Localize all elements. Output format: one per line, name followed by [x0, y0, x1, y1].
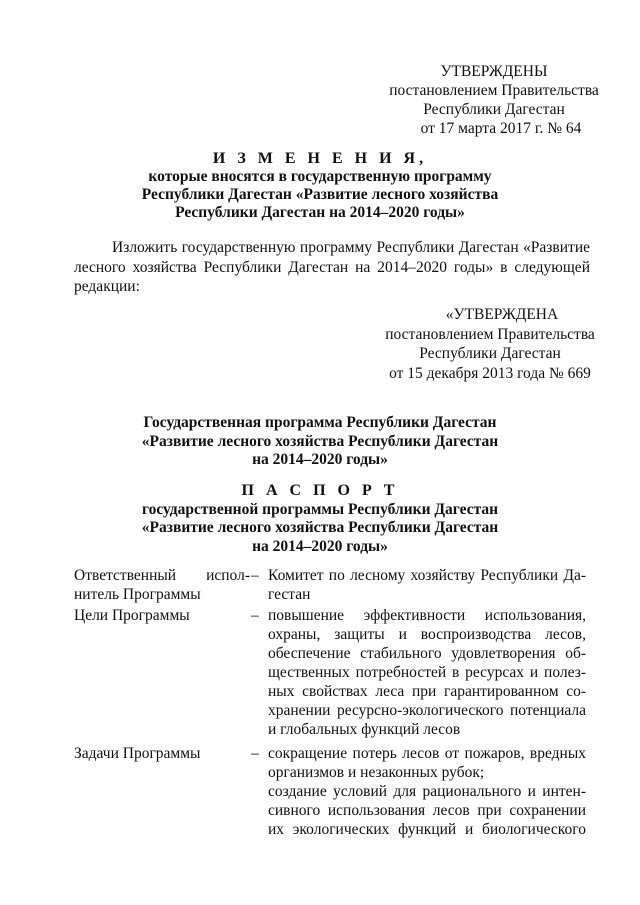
passport-heading [100, 482, 540, 556]
row-dash: – [251, 745, 259, 762]
row-value-line: создание условий для рационального и интен- [268, 783, 586, 800]
row-value-line: повышение эффективности использования, [268, 607, 586, 624]
passport-title: П А С П О Р Т [241, 482, 399, 499]
row-value-line: Комитет по лесному хозяйству Республики Да- [268, 567, 586, 584]
changes-title: И З М Е Н Е Н И Я, [212, 150, 428, 167]
program-title [100, 414, 540, 470]
program-approval-date: от 15 декабря 2013 года № 669 [389, 364, 591, 382]
row-value-line: гестан [268, 586, 311, 603]
intro-paragraph: Изложить государственную программу Республики Дагестан «Развитие лесного хозяйства Республики Дагестан на 2014–2020 годы» в следующей редакции: [74, 239, 590, 295]
row-value-line: сокращение потерь лесов от пожаров, вредных [268, 745, 586, 762]
row-value-line: щественных потребностей в ресурсах и полез- [268, 664, 586, 681]
row-value-line: охраны, защиты и воспроизводства лесов, [268, 626, 586, 643]
row-label [74, 566, 250, 604]
row-value-line: организмов и незаконных рубок; [268, 764, 485, 781]
program-title-line-3: на 2014–2020 годы» [252, 451, 388, 468]
row-value [268, 606, 586, 739]
passport-line-2: «Развитие лесного хозяйства Республики Дагестан [141, 519, 499, 536]
row-label-line: Ответственный испол- [74, 567, 250, 584]
row-label-line: Цели Программы [74, 607, 190, 624]
row-value-line: и глобальных функций лесов [268, 721, 461, 738]
row-dash: – [251, 567, 259, 584]
row-value [268, 744, 586, 839]
row-value-line: хранении ресурсно-экологического потенциала [268, 702, 586, 719]
changes-line-2: Республики Дагестан «Развитие лесного хозяйства [141, 186, 499, 203]
row-label [74, 606, 250, 625]
approval-line-2: Республики Дагестан [423, 101, 565, 118]
program-approval-title: «УТВЕРЖДЕНА [445, 306, 559, 323]
program-title-line-2: «Развитие лесного хозяйства Республики Дагестан [141, 432, 499, 450]
row-dash: – [251, 607, 259, 624]
approval-title: УТВЕРЖДЕНЫ [440, 63, 548, 80]
passport-line-3: на 2014–2020 годы» [252, 537, 388, 555]
passport-line-1: государственной программы Республики Дагестан [141, 500, 499, 518]
program-title-line-1: Государственная программа Республики Дагестан [143, 414, 497, 431]
changes-heading [60, 150, 580, 222]
program-approval-stamp [376, 305, 604, 383]
row-label-line: Задачи Программы [74, 745, 201, 762]
program-approval-line-1: постановлением Правительства [385, 325, 595, 343]
row-label-line: нитель Программы [74, 586, 201, 603]
row-value-line: обеспечение стабильного удовлетворения об- [268, 645, 586, 662]
approval-date: от 17 марта 2017 г. № 64 [420, 120, 582, 137]
row-value [268, 566, 586, 604]
approval-line-1: постановлением Правительства [389, 82, 599, 99]
row-value-line: их экологических функций и биологического [268, 821, 586, 838]
program-approval-line-2: Республики Дагестан [419, 345, 561, 362]
row-value-line: ных свойствах леса при гарантированном со- [268, 683, 586, 700]
changes-line-1: которые вносятся в государственную программу [148, 168, 492, 185]
changes-line-3: Республики Дагестан на 2014–2020 годы» [175, 204, 465, 221]
approval-stamp [384, 62, 604, 138]
row-label [74, 744, 250, 763]
row-value-line: сивного использования лесов при сохранении [268, 802, 586, 819]
